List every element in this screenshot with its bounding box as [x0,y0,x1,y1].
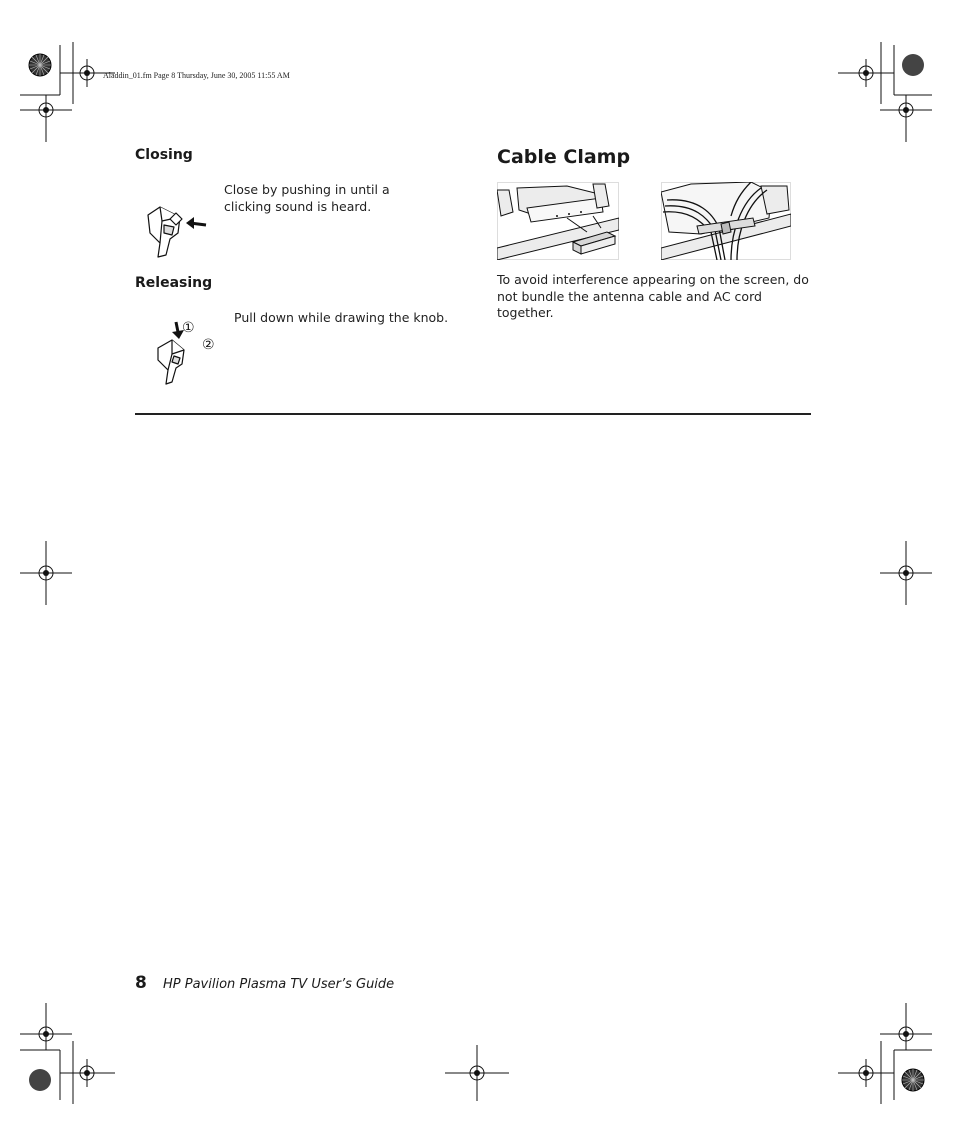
releasing-heading: Releasing [135,275,213,291]
cable-clamp-bundle-illustration [661,182,791,260]
guide-title: HP Pavilion Plasma TV User’s Guide [163,977,395,992]
closing-instruction: Close by pushing in until a clicking sound is heard. [224,182,390,214]
step-1-marker: ① [182,320,195,336]
cable-clamp-note: To avoid interference appearing on the screen, do not bundle the antenna cable and AC cord together. [497,272,809,320]
section-divider [135,413,811,415]
cable-clamp-attach-illustration [497,182,619,260]
releasing-instruction: Pull down while drawing the knob. [234,310,449,325]
file-stamp: Aladdin_01.fm Page 8 Thursday, June 30, 2005 11:55 AM [103,71,290,80]
step-2-marker: ② [202,337,215,353]
page-number: 8 [135,973,147,993]
closing-heading: Closing [135,147,193,163]
clamp-closing-illustration [140,203,215,259]
cable-clamp-heading: Cable Clamp [497,146,631,168]
